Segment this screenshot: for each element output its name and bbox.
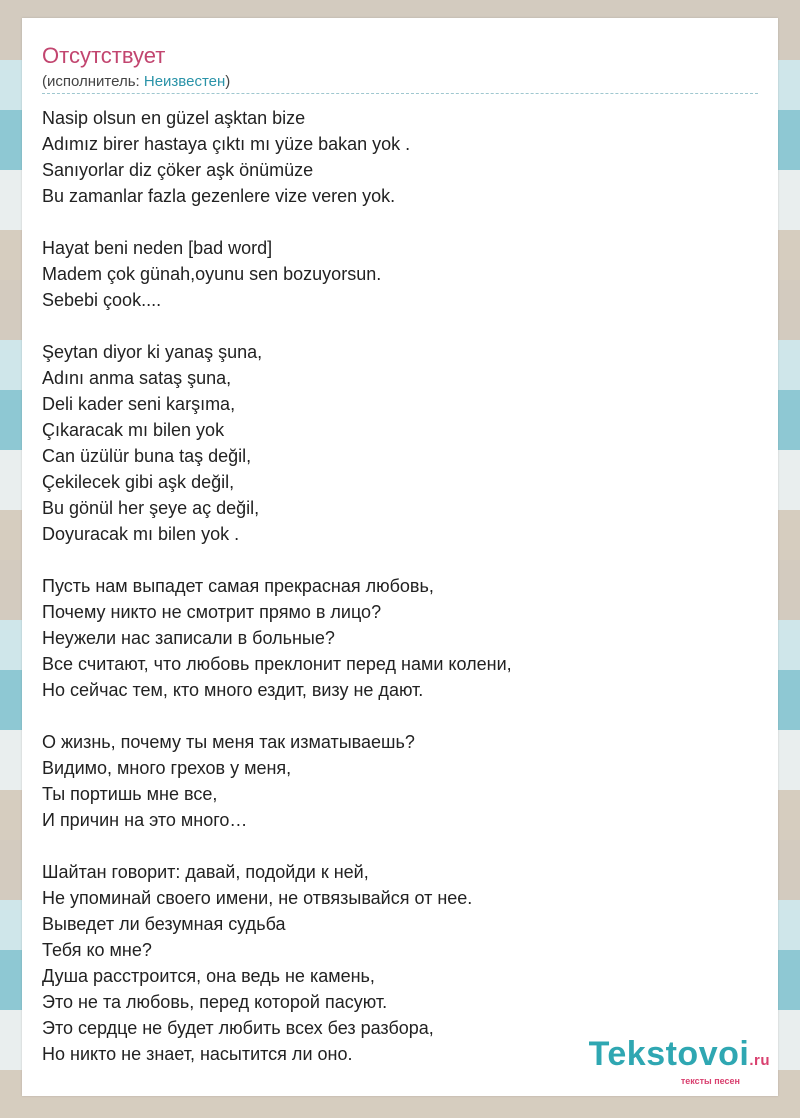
logo-domain: .ru <box>749 1052 770 1069</box>
artist-suffix: ) <box>225 73 231 90</box>
lyric-line: Это не та любовь, перед которой пасуют. <box>42 992 388 1012</box>
lyric-line: Тебя ко мне? <box>42 940 152 960</box>
lyric-line: О жизнь, почему ты меня так изматываешь? <box>42 732 415 752</box>
lyric-line: Неужели нас записали в больные? <box>42 628 335 648</box>
artist-link[interactable]: Неизвестен <box>143 73 226 90</box>
lyric-line: Но никто не знает, насытится ли оно. <box>42 1044 353 1064</box>
lyric-line: Bu zamanlar fazla gezenlere vize veren yok. <box>42 186 396 206</box>
lyric-line: Hayat beni neden [bad word] <box>42 238 273 258</box>
lyric-blank-line <box>42 547 758 573</box>
lyric-blank-line <box>42 703 758 729</box>
lyric-line: Çıkaracak mı bilen yok <box>42 420 225 440</box>
lyrics-text <box>42 105 758 1067</box>
lyrics-card <box>22 18 778 1096</box>
lyric-line: Пусть нам выпадет самая прекрасная любовь, <box>42 576 434 596</box>
lyric-line: Şeytan diyor ki yanaş şuna, <box>42 342 263 362</box>
lyric-line: Doyuracak mı bilen yok . <box>42 524 240 544</box>
lyric-line: Çekilecek gibi aşk değil, <box>42 472 235 492</box>
lyric-blank-line <box>42 209 758 235</box>
lyric-line: Adımız birer hastaya çıktı mı yüze bakan yok . <box>42 134 411 154</box>
lyric-line: Но сейчас тем, кто много ездит, визу не дают. <box>42 680 424 700</box>
lyric-line: Почему никто не смотрит прямо в лицо? <box>42 602 382 622</box>
divider <box>42 93 758 94</box>
lyric-line: Can üzülür buna taş değil, <box>42 446 252 466</box>
lyric-line: Deli kader seni karşıma, <box>42 394 236 414</box>
lyric-line: Не упоминай своего имени, не отвязывайся от нее. <box>42 888 473 908</box>
site-logo[interactable] <box>589 1037 770 1086</box>
lyric-line: Sanıyorlar diz çöker aşk önümüze <box>42 160 314 180</box>
song-title: Отсутствует <box>42 43 166 68</box>
lyric-line: Выведет ли безумная судьба <box>42 914 286 934</box>
lyric-line: Это сердце не будет любить всех без разбора, <box>42 1018 434 1038</box>
lyric-line: Видимо, много грехов у меня, <box>42 758 292 778</box>
logo-tagline: тексты песен <box>680 1076 740 1086</box>
lyric-line: Bu gönül her şeye aç değil, <box>42 498 260 518</box>
artist-line <box>42 73 230 91</box>
lyric-line: Шайтан говорит: давай, подойди к ней, <box>42 862 369 882</box>
lyric-line: Все считают, что любовь преклонит перед нами колени, <box>42 654 512 674</box>
lyric-line: Madem çok günah,oyunu sen bozuyorsun. <box>42 264 382 284</box>
lyric-line: И причин на это много… <box>42 810 248 830</box>
lyric-line: Sebebi çook.... <box>42 290 162 310</box>
lyric-line: Ты портишь мне все, <box>42 784 218 804</box>
lyric-line: Adını anma sataş şuna, <box>42 368 232 388</box>
lyric-line: Nasip olsun en güzel aşktan bize <box>42 108 306 128</box>
lyric-blank-line <box>42 833 758 859</box>
artist-prefix: (исполнитель: <box>42 73 144 90</box>
lyric-line: Душа расстроится, она ведь не камень, <box>42 966 375 986</box>
logo-name: Tekstovoi <box>588 1035 750 1073</box>
lyric-blank-line <box>42 313 758 339</box>
